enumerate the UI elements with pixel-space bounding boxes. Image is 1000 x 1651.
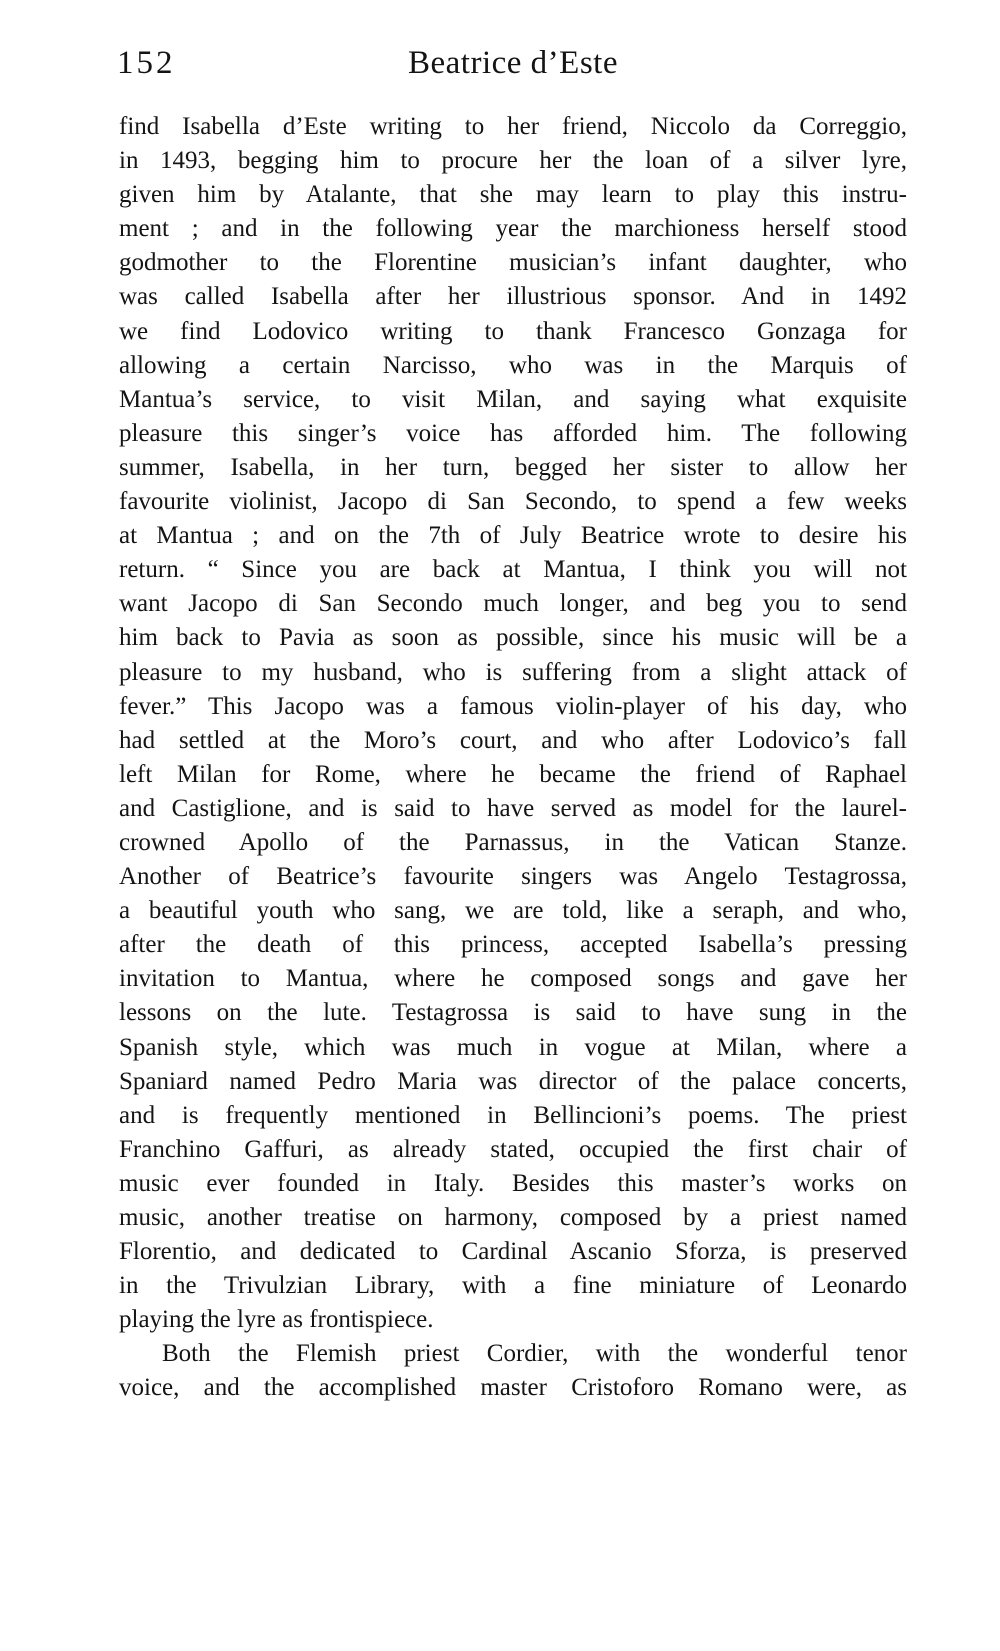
text-line: given him by Atalante, that she may learn to play this instru- xyxy=(119,181,907,209)
text-line: we find Lodovico writing to thank Francesco Gonzaga for xyxy=(119,317,907,345)
text-line: had settled at the Moro’s court, and who after Lodovico’s fall xyxy=(119,726,907,754)
text-line: Franchino Gaffuri, as already stated, occupied the first chair of xyxy=(119,1135,907,1163)
text-line: lessons on the lute. Testagrossa is said to have sung in the xyxy=(119,999,907,1027)
text-line: pleasure to my husband, who is suffering from a slight attack of xyxy=(119,658,907,686)
text-line: favourite violinist, Jacopo di San Secondo, to spend a few weeks xyxy=(119,488,907,516)
text-line: was called Isabella after her illustrious sponsor. And in 1492 xyxy=(119,283,907,311)
running-title: Beatrice d’Este xyxy=(408,45,618,81)
text-line: and Castiglione, and is said to have served as model for the laurel- xyxy=(119,794,907,822)
running-head xyxy=(117,38,909,88)
text-line: Another of Beatrice’s favourite singers was Angelo Testagrossa, xyxy=(119,863,907,891)
text-line: crowned Apollo of the Parnassus, in the Vatican Stanze. xyxy=(119,828,907,856)
text-line: ment ; and in the following year the marchioness herself stood xyxy=(119,215,907,243)
text-line: Florentio, and dedicated to Cardinal Ascanio Sforza, is preserved xyxy=(119,1238,907,1266)
text-line: summer, Isabella, in her turn, begged her sister to allow her xyxy=(119,453,907,481)
text-line: a beautiful youth who sang, we are told, like a seraph, and who, xyxy=(119,897,907,925)
text-line: music ever founded in Italy. Besides this master’s works on xyxy=(119,1169,907,1197)
text-line: Spaniard named Pedro Maria was director of the palace concerts, xyxy=(119,1067,907,1095)
body-text xyxy=(119,110,907,1406)
text-line: left Milan for Rome, where he became the friend of Raphael xyxy=(119,760,907,788)
text-line: music, another treatise on harmony, composed by a priest named xyxy=(119,1204,907,1231)
text-line: return. “ Since you are back at Mantua, I think you will not xyxy=(119,556,907,584)
text-line: invitation to Mantua, where he composed songs and gave her xyxy=(119,965,907,993)
text-line: after the death of this princess, accepted Isabella’s pressing xyxy=(119,931,907,959)
text-line: godmother to the Florentine musician’s infant daughter, who xyxy=(119,249,907,277)
text-line: pleasure this singer’s voice has afforded him. The following xyxy=(119,419,907,447)
text-line: fever.” This Jacopo was a famous violin-player of his day, who xyxy=(119,692,907,720)
text-line: at Mantua ; and on the 7th of July Beatrice wrote to desire his xyxy=(119,522,907,550)
text-line: allowing a certain Narcisso, who was in the Marquis of xyxy=(119,351,907,379)
text-line: want Jacopo di San Secondo much longer, and beg you to send xyxy=(119,590,907,618)
text-line: in the Trivulzian Library, with a fine miniature of Leonardo xyxy=(119,1272,907,1300)
text-line: and is frequently mentioned in Bellincioni’s poems. The priest xyxy=(119,1101,907,1129)
text-line: Mantua’s service, to visit Milan, and saying what exquisite xyxy=(119,385,907,413)
text-line: Spanish style, which was much in vogue at Milan, where a xyxy=(119,1033,907,1061)
text-line: him back to Pavia as soon as possible, since his music will be a xyxy=(119,624,907,652)
text-line: find Isabella d’Este writing to her friend, Niccolo da Correggio, xyxy=(119,113,907,140)
page-number: 152 xyxy=(117,45,176,81)
text-line: Both the Flemish priest Cordier, with the wonderful tenor xyxy=(162,1340,907,1368)
text-line: playing the lyre as frontispiece. xyxy=(119,1306,434,1334)
text-line: voice, and the accomplished master Cristoforo Romano were, as xyxy=(119,1374,907,1402)
text-line: in 1493, begging him to procure her the loan of a silver lyre, xyxy=(119,147,907,175)
